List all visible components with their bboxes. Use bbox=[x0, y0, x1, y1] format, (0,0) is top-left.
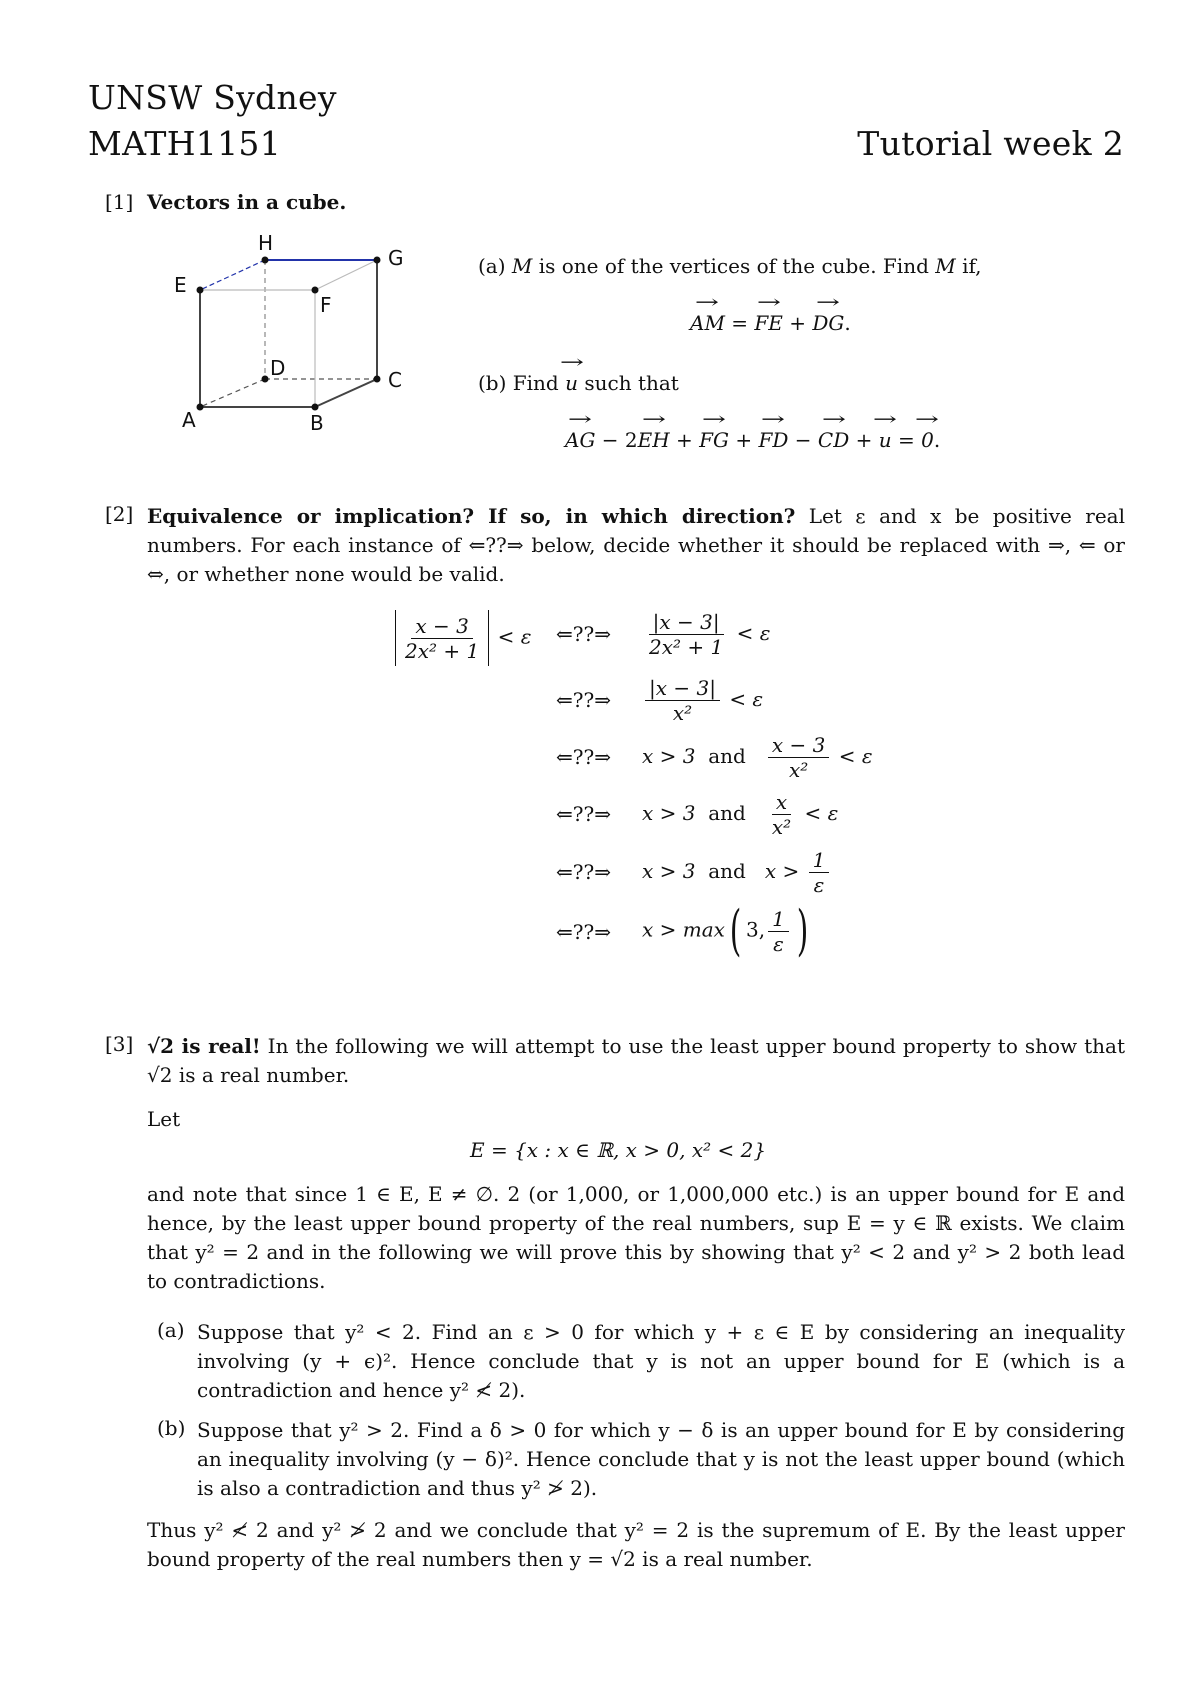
q3-number: [3] bbox=[105, 1032, 134, 1056]
label-e: E bbox=[174, 273, 187, 297]
q2-arrow-3: ⇐??⇒ bbox=[556, 745, 611, 769]
edge-he bbox=[200, 260, 265, 290]
q2-arrow-5: ⇐??⇒ bbox=[556, 860, 611, 884]
q3-conclusion: Thus y² ≮ 2 and y² ≯ 2 and we conclude that y² = 2 is the supremum of E. By the least upper bound property of the real numbers then y = √2 is a real number. bbox=[147, 1518, 1125, 1571]
q2-arrow-4: ⇐??⇒ bbox=[556, 802, 611, 826]
q2-arrow-2: ⇐??⇒ bbox=[556, 688, 611, 712]
label-h: H bbox=[258, 231, 274, 255]
vertex-h bbox=[262, 257, 269, 264]
label-d: D bbox=[270, 356, 286, 380]
q3-set-definition: E = {x : x ∈ ℝ, x > 0, x² < 2} bbox=[470, 1138, 767, 1162]
q3-part-a-text: Suppose that y² < 2. Find an ε > 0 for which y + ε ∈ E by considering an inequality involving (y + ϵ)². Hence conclude that y is not an upper bound for E (which is a contradiction and hence y² ≮ 2). bbox=[197, 1320, 1125, 1402]
vertex-d bbox=[262, 376, 269, 383]
label-c: C bbox=[388, 368, 402, 392]
q3-intro: √2 is real! In the following we will attempt to use the least upper bound property to show that √2 is a real number. bbox=[147, 1034, 1125, 1087]
q1-part-a: (a) M is one of the vertices of the cube. Find M if, bbox=[478, 254, 982, 278]
q2-eq-r6: x > max( 3, $\frac{1}{\varepsilon}$ ) bbox=[642, 899, 809, 962]
q2-eq-r3: x > 3 and $\frac{x - 3}{\text{x²}}$ < ε bbox=[642, 733, 873, 782]
vertex-a bbox=[197, 404, 204, 411]
q2-arrow-1: ⇐??⇒ bbox=[556, 622, 611, 646]
vertex-c bbox=[374, 376, 381, 383]
university-title: UNSW Sydney bbox=[88, 78, 337, 117]
q3-part-b-text: Suppose that y² > 2. Find a δ > 0 for which y − δ is an upper bound for E by considering an inequality involving (y − δ)². Hence conclude that y is not the least upper bound (which is also a contradiction and thus y² ≯ 2). bbox=[197, 1418, 1125, 1500]
edge-fg bbox=[315, 260, 377, 290]
q2-eq-lhs: $\frac{x - 3}{\text{2x² + 1}}$ < ε bbox=[393, 610, 531, 666]
q1-title: Vectors in a cube. bbox=[147, 190, 347, 214]
vertex-f bbox=[312, 287, 319, 294]
q3-part-b-label: (b) bbox=[157, 1416, 186, 1440]
q3-part-a-label: (a) bbox=[157, 1318, 185, 1342]
label-f: F bbox=[320, 293, 332, 317]
q2-eq-r1: $\frac{|x - 3|}{\text{2x² + 1}}$ < ε bbox=[649, 610, 771, 659]
label-g: G bbox=[388, 246, 404, 270]
q1-number: [1] bbox=[105, 190, 134, 214]
q2-eq-r2: $\frac{|x - 3|}{\text{x²}}$ < ε bbox=[642, 676, 763, 725]
label-a: A bbox=[182, 408, 196, 432]
vertex-e bbox=[197, 287, 204, 294]
vertex-g bbox=[374, 257, 381, 264]
q3-paragraph: and note that since 1 ∈ E, E ≠ ∅. 2 (or 1,000, or 1,000,000 etc.) is an upper bound for E and hence, by the least upper bound property of the real numbers, sup E = y ∈ ℝ exists. We claim that y² = 2 and in the following we will prove this by showing that y² < 2 and y² > 2 both lead to contradictions. bbox=[147, 1182, 1125, 1293]
course-code: MATH1151 bbox=[88, 124, 281, 163]
edge-bc bbox=[315, 379, 377, 407]
q2-arrow-6: ⇐??⇒ bbox=[556, 920, 611, 944]
q3-let: Let bbox=[147, 1107, 181, 1131]
q1-part-b: (b) Find → u such that bbox=[478, 371, 679, 395]
cube-diagram bbox=[160, 230, 430, 440]
label-b: B bbox=[310, 411, 324, 435]
q1-part-b-equation: → AG − 2→ EH + → FG + → FD − → CD + → u = → 0. bbox=[565, 428, 940, 452]
edge-da bbox=[200, 379, 265, 407]
q2-intro: Equivalence or implication? If so, in which direction? Let ε and x be positive real numbers. For each instance of ⇐??⇒ below, decide whether it should be replaced with ⇒, ⇐ or ⇔, or whether none would be valid. bbox=[147, 504, 1125, 586]
tutorial-title: Tutorial week 2 bbox=[857, 124, 1124, 163]
q2-eq-r4: x > 3 and $\frac{x}{\text{x²}}$ < ε bbox=[642, 790, 839, 839]
vertex-b bbox=[312, 404, 319, 411]
q2-eq-r5: x > 3 and x > $\frac{1}{\varepsilon}$ bbox=[642, 848, 832, 897]
q1-part-a-equation: → AM = → FE + → DG. bbox=[690, 311, 851, 335]
q2-number: [2] bbox=[105, 502, 134, 526]
